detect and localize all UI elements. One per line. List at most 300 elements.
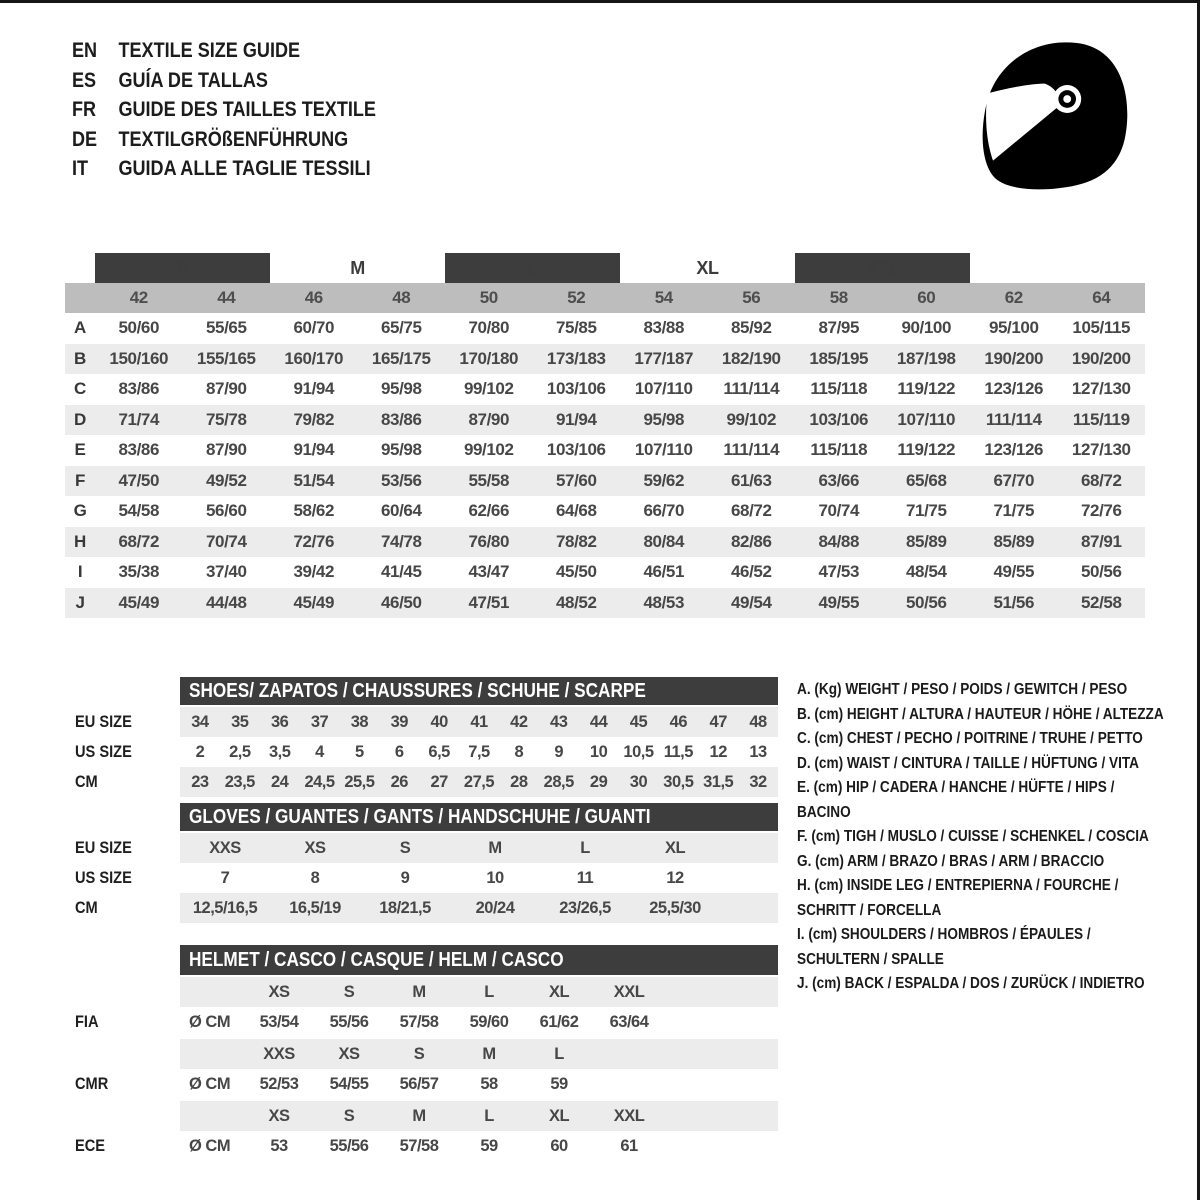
row-label-empty [75,1039,180,1069]
helmet-values [180,1007,778,1037]
value-cell: 32 [749,772,767,791]
value-cell: 91/94 [293,440,335,460]
size-number: 62 [1004,288,1023,307]
size-label-cell: S [413,1044,425,1063]
value-cell: 24 [270,772,289,791]
value-cell: 75/85 [555,318,597,338]
language-code: ES [72,68,97,92]
value-cell: 76/80 [468,531,510,551]
helmet-size-labels [180,1039,778,1069]
value-cell: 95/98 [643,409,685,429]
section-row-cm [75,893,785,923]
value-cell: 23/26,5 [559,898,611,917]
standard-label-text: CMR [75,1074,109,1093]
size-number: 60 [917,288,936,307]
size-label-cell: XXL [613,982,645,1001]
row-letter: C [74,379,86,399]
row-label-text: EU SIZE [75,712,132,731]
size-letter-row [65,253,1145,283]
language-title: GUÍA DE TALLAS [118,68,268,92]
value-cell: 61/62 [539,1012,579,1031]
row-values [180,833,778,863]
value-cell: 28,5 [543,772,574,791]
value-cell: 45 [629,712,648,731]
row-label-empty [75,1101,180,1131]
value-cell: 119/122 [897,440,956,460]
value-cell: 71/75 [905,501,947,521]
size-label-cell: XXL [613,1106,645,1125]
helmet-size-row-fia [75,977,785,1007]
value-cell: 123/126 [984,440,1044,460]
legend-entry: C. (cm) CHEST / PECHO / POITRINE / TRUHE / PETTO [797,730,1143,747]
helmet-value-row-cmr [75,1069,785,1099]
size-label-cell: M [412,982,426,1001]
value-cell: 26 [390,772,408,791]
size-group-spacer [970,253,1058,283]
row-label-text: US SIZE [75,868,132,887]
value-cell: 52/58 [1080,592,1122,612]
value-cell: 11 [576,868,594,887]
standard-label [75,1069,180,1099]
size-label-cell: XL [548,1106,570,1125]
value-cell: 30 [629,772,648,791]
value-cell: 59 [480,1136,498,1155]
value-cell: 16,5/19 [289,898,341,917]
value-cell: 65/75 [380,318,422,338]
unit-cell-empty [180,1039,244,1069]
size-label-cell: XXS [263,1044,295,1063]
size-number: 52 [567,288,586,307]
size-number: 48 [392,288,411,307]
diameter-unit: Ø CM [189,1012,231,1031]
standard-label [75,1007,180,1037]
value-cell: 85/89 [993,531,1035,551]
value-cell: 170/180 [459,348,519,368]
shoes-size-section [75,677,785,797]
size-label-cell: L [484,982,494,1001]
value-cell: 115/118 [810,440,868,460]
value-cell: 50/56 [1080,562,1122,582]
value-cell: 57/58 [399,1136,439,1155]
value-cell: 59/62 [643,470,685,490]
value-cell: 87/90 [205,440,247,460]
value-cell: 5 [355,742,364,761]
legend-entry: H. (cm) INSIDE LEG / ENTREPIERNA / FOURCHE / SCHRITT / FORCELLA [797,877,1119,919]
value-cell: 44 [589,712,608,731]
page-top-border [0,0,1200,3]
value-cell: 58 [480,1074,498,1093]
value-cell: XL [664,838,686,857]
value-cell: 48/53 [643,592,685,612]
size-label-cell [594,1039,664,1069]
value-cell: 95/98 [380,379,422,399]
value-cell: 99/102 [726,409,777,429]
value-cell: 43 [550,712,568,731]
helmet-values [180,1069,778,1099]
value-cell: 187/198 [896,348,956,368]
measure-row-h [65,527,1145,558]
measure-row-b [65,344,1145,375]
value-cell: 51/54 [293,470,335,490]
row-label [75,737,180,767]
legend-entry: B. (cm) HEIGHT / ALTURA / HAUTEUR / HÖHE / ALTEZZA [797,705,1164,723]
corner-cell [65,283,95,313]
helmet-size-row-cmr [75,1039,785,1069]
value-cell: 47 [709,712,727,731]
row-label [75,863,180,893]
value-cell: 8 [514,742,524,761]
value-cell: XXS [209,838,241,857]
value-cell: 70/80 [468,318,510,338]
value-cell: 60 [550,1136,568,1155]
language-title: GUIDE DES TAILLES TEXTILE [118,98,376,121]
legend-entry: E. (cm) HIP / CADERA / HANCHE / HÜFTE / HIPS / BACINO [797,779,1115,821]
value-cell: 53/54 [259,1012,299,1031]
value-cell: 37/40 [205,562,247,582]
value-cell: 103/106 [809,409,869,429]
value-cell: 107/110 [897,409,956,429]
racing-helmet-icon [972,34,1140,206]
row-values [180,863,778,893]
value-cell: 55/65 [205,318,247,338]
value-cell: 60/70 [293,318,335,338]
value-cell: 57/58 [399,1012,439,1031]
measure-row-g [65,496,1145,527]
value-cell: 63/66 [818,470,860,490]
row-values [180,737,778,767]
row-letter: I [77,562,83,582]
value-cell: 190/200 [984,348,1044,368]
value-cell: 165/175 [371,348,431,368]
row-values [180,767,778,797]
gloves-section-title: GLOVES / GUANTES / GANTS / HANDSCHUHE / GUANTI [189,805,651,828]
value-cell: 71/74 [118,409,160,429]
value-cell: 47/50 [118,470,160,490]
value-cell: 87/95 [818,318,860,338]
value-cell: 83/86 [380,409,422,429]
value-cell: 63/64 [609,1012,649,1031]
value-cell: 78/82 [555,531,597,551]
helmet-section-title: HELMET / CASCO / CASQUE / HELM / CASCO [189,948,564,971]
value-cell: L [580,838,590,857]
row-letter: F [75,470,85,490]
measure-row-e [65,435,1145,466]
value-cell: 48/52 [555,592,597,612]
section-row-us-size [75,737,785,767]
value-cell: 185/195 [809,348,869,368]
value-cell: 55/58 [468,470,510,490]
row-label [75,767,180,797]
size-number: 64 [1092,288,1111,307]
value-cell: 61 [620,1136,638,1155]
row-label-text: CM [75,898,98,917]
value-cell: 55/56 [329,1136,369,1155]
legend-entry: I. (cm) SHOULDERS / HOMBROS / ÉPAULES / SCHULTERN / SPALLE [797,926,1091,968]
measure-row-f [65,466,1145,497]
value-cell: 41 [470,712,488,731]
value-cell: 31,5 [703,772,734,791]
value-cell: 46/50 [380,592,422,612]
helmet-values [180,1131,778,1161]
value-cell: 24,5 [304,772,335,791]
row-label-text: EU SIZE [75,838,132,857]
value-cell: 2 [195,742,205,761]
value-cell: 46/52 [730,562,772,582]
size-group-spacer [65,253,95,283]
language-row [72,36,376,66]
value-cell: 38 [350,712,369,731]
value-cell: 57/60 [555,470,597,490]
row-label-empty [75,977,180,1007]
language-title-block [72,36,376,184]
value-cell: 13 [749,742,767,761]
value-cell: 7 [220,868,230,887]
value-cell: 67/70 [993,470,1035,490]
unit-cell-empty [180,1101,244,1131]
value-cell: 12,5/16,5 [192,898,258,917]
value-cell: 46 [669,712,687,731]
value-cell: 11,5 [663,742,693,761]
section-row-eu-size [75,707,785,737]
value-cell: S [399,838,411,857]
value-cell: 190/200 [1071,348,1131,368]
value-cell: 47/51 [468,592,510,612]
shoes-section-header [180,677,778,705]
value-cell: 68/72 [118,531,160,551]
value-cell: 10 [486,868,504,887]
value-cell: 155/165 [196,348,256,368]
language-code: FR [72,98,97,121]
value-cell: 59 [550,1074,568,1093]
value-cell: 115/118 [810,379,868,399]
value-cell: 30,5 [663,772,694,791]
value-cell: 12 [666,868,684,887]
value-cell: 111/114 [723,440,780,460]
value-cell: 9 [554,742,564,761]
helmet-size-row-ece [75,1101,785,1131]
value-cell: 87/90 [468,409,510,429]
value-cell: 28 [510,772,528,791]
value-cell: 127/130 [1071,379,1131,399]
section-row-eu-size [75,833,785,863]
row-letter: D [74,409,86,429]
value-cell: 119/122 [897,379,956,399]
value-cell: 75/78 [205,409,247,429]
standard-label-text: FIA [75,1012,99,1031]
value-cell: 160/170 [284,348,344,368]
value-cell: 35/38 [118,562,160,582]
size-number: 44 [217,288,236,307]
size-label-cell: XS [338,1044,360,1063]
value-cell: 173/183 [546,348,606,368]
row-values [180,707,778,737]
row-letter: A [74,318,86,338]
value-cell: 115/119 [1072,409,1130,429]
value-cell: 83/86 [118,440,160,460]
row-values [180,893,778,923]
value-cell: 4 [315,742,324,761]
value-cell: 58/62 [293,501,335,521]
diameter-unit: Ø CM [189,1136,231,1155]
size-number: 54 [654,288,673,307]
language-title: TEXTILE SIZE GUIDE [118,39,301,62]
measure-row-i [65,557,1145,588]
section-row-us-size [75,863,785,893]
measure-row-j [65,588,1145,619]
value-cell: 9 [400,868,410,887]
language-code: IT [72,157,89,180]
size-group-xxl: XXL [795,253,970,283]
size-label-cell: XS [268,1106,290,1125]
size-number: 42 [129,288,148,307]
value-cell: 7,5 [468,742,490,761]
value-cell: 45/49 [118,592,160,612]
value-cell: 49/55 [993,562,1035,582]
value-cell: 103/106 [546,379,606,399]
value-cell: 85/89 [905,531,947,551]
value-cell: 23,5 [224,772,255,791]
size-label-cell: XS [268,982,290,1001]
value-cell: 48/54 [905,562,947,582]
size-label-cell: L [554,1044,564,1063]
value-cell: 54/58 [118,501,160,521]
value-cell: 29 [589,772,608,791]
value-cell: 71/75 [993,501,1035,521]
value-cell: 37 [310,712,329,731]
value-cell: 35 [231,712,249,731]
value-cell: 111/114 [723,379,780,399]
value-cell: 39 [390,712,408,731]
value-cell: 103/106 [546,440,606,460]
legend-entry: A. (Kg) WEIGHT / PESO / POIDS / GEWITCH / PESO [797,681,1128,698]
value-cell: 68/72 [730,501,772,521]
row-letter: G [73,501,87,521]
value-cell: 82/86 [730,531,772,551]
value-cell: XS [304,838,326,857]
legend-entry: D. (cm) WAIST / CINTURA / TAILLE / HÜFTUNG / VITA [797,754,1140,772]
size-number: 58 [829,288,848,307]
row-letter: H [74,531,86,551]
value-cell: 127/130 [1071,440,1131,460]
value-cell: 45/50 [555,562,597,582]
value-cell: 70/74 [818,501,860,521]
value-cell: 39/42 [293,562,335,582]
standard-label-text: ECE [75,1136,106,1155]
value-cell: 177/187 [634,348,694,368]
value-cell: 25,5/30 [649,898,701,917]
value-cell: 10 [589,742,608,761]
gloves-size-section [75,803,785,923]
value-cell: 111/114 [985,409,1042,429]
size-group-s: S [95,253,270,283]
value-cell: 20/24 [475,898,515,917]
value-cell: 3,5 [268,742,291,761]
value-cell: 41/45 [380,562,422,582]
value-cell: 72/76 [1080,501,1122,521]
helmet-size-section [75,945,785,1161]
measure-row-c [65,374,1145,405]
legend-entry: G. (cm) ARM / BRAZO / BRAS / ARM / BRACCIO [797,852,1105,870]
row-letter: J [75,592,85,612]
value-cell: 48 [749,712,767,731]
size-number: 46 [304,288,323,307]
section-row-cm [75,767,785,797]
language-row [72,66,376,96]
unit-cell-empty [180,977,244,1007]
value-cell: 59/60 [469,1012,509,1031]
shoes-rows [75,707,785,797]
value-cell: 52/53 [259,1074,299,1093]
value-cell: 18/21,5 [379,898,431,917]
value-cell: 107/110 [634,440,693,460]
language-title: TEXTILGRÖßENFÜHRUNG [118,127,349,151]
value-cell: 46/51 [643,562,685,582]
value-cell: 150/160 [109,348,169,368]
value-cell: 45/49 [293,592,335,612]
value-cell: 44/48 [205,592,247,612]
row-label-text: CM [75,772,98,791]
size-number-row [65,283,1145,313]
value-cell: 62/66 [468,501,510,521]
value-cell: 8 [310,868,320,887]
value-cell: 91/94 [555,409,597,429]
value-cell: 43/47 [468,562,510,582]
value-cell: 95/98 [380,440,422,460]
language-row [72,95,376,125]
value-cell: 182/190 [721,348,781,368]
value-cell [594,1069,664,1099]
legend-entry: F. (cm) TIGH / MUSLO / CUISSE / SCHENKEL / COSCIA [797,828,1149,845]
value-cell: 25,5 [344,772,375,791]
value-cell: 70/74 [205,531,247,551]
gloves-section-header [180,803,778,831]
value-cell: 27,5 [463,772,495,791]
value-cell: 56/60 [205,501,247,521]
size-label-cell: M [482,1044,496,1063]
size-number: 56 [742,288,761,307]
value-cell: 90/100 [901,318,952,338]
language-code: EN [72,39,98,62]
value-cell: 85/92 [730,318,772,338]
value-cell: 87/91 [1080,531,1122,551]
helmet-size-labels [180,977,778,1007]
value-cell: 47/53 [818,562,860,582]
value-cell: 107/110 [634,379,693,399]
value-cell: 23 [191,772,209,791]
row-label [75,833,180,863]
value-cell: 72/76 [293,531,335,551]
value-cell: 56/57 [399,1074,439,1093]
row-letter: B [74,348,86,368]
value-cell: 2,5 [229,742,251,761]
helmet-value-row-fia [75,1007,785,1037]
value-cell: 83/88 [643,318,685,338]
language-title: GUIDA ALLE TAGLIE TESSILI [118,157,371,180]
value-cell: 34 [191,712,209,731]
value-cell: 80/84 [643,531,685,551]
row-label [75,707,180,737]
value-cell: 6 [394,742,404,761]
value-cell: 61/63 [730,470,772,490]
value-cell: 83/86 [118,379,160,399]
size-label-cell: XL [548,982,570,1001]
value-cell: 49/55 [818,592,860,612]
value-cell: 84/88 [818,531,860,551]
value-cell: 95/100 [988,318,1039,338]
value-cell: 55/56 [329,1012,369,1031]
value-cell: 87/90 [205,379,247,399]
measurement-legend [797,678,1164,997]
